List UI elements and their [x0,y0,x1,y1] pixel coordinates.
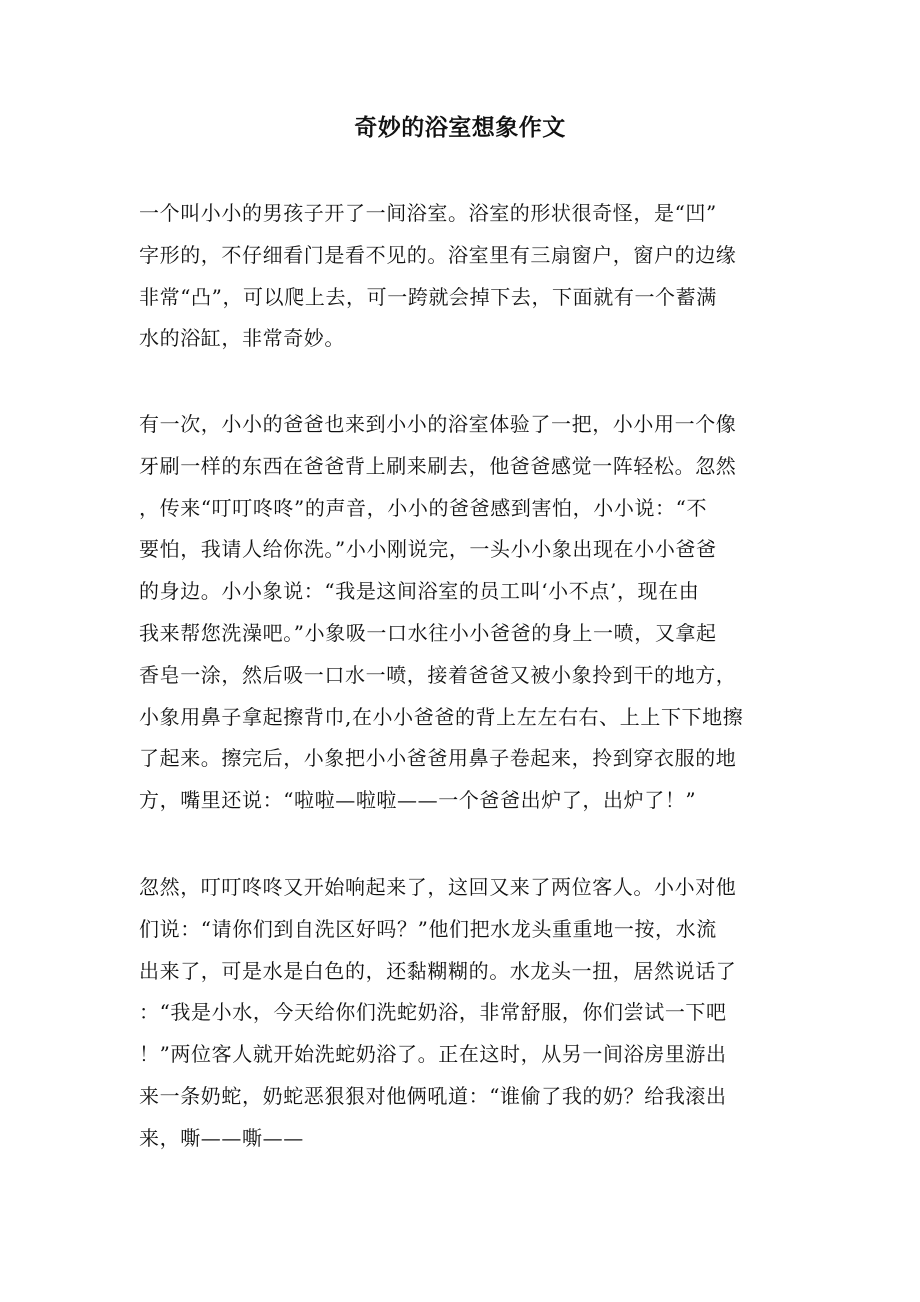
text-line: 水的浴缸，非常奇妙。 [139,326,345,351]
paragraph-3 [139,867,789,1160]
text-line: ！”两位客人就开始洗蛇奶浴了。正在这时，从另一间浴房里游出 [139,1042,727,1067]
text-line: 字形的，不仔细看门是看不见的。浴室里有三扇窗户，窗户的边缘 [139,242,737,267]
text-line: 们说：“请你们到自洗区好吗？”他们把水龙头重重地一按，水流 [139,916,717,941]
text-line: 的身边。小小象说：“我是这间浴室的员工叫‘小不点’，现在由 [139,579,700,604]
document-title: 奇妙的浴室想象作文 [354,114,566,141]
text-line: ：“我是小水，今天给你们洗蛇奶浴，非常舒服，你们尝试一下吧 [139,1000,727,1025]
text-line: ，传来“叮叮咚咚”的声音，小小的爸爸感到害怕，小小说：“不 [139,495,708,520]
text-line: 我来帮您洗澡吧。”小象吸一口水往小小爸爸的身上一喷，又拿起 [139,620,717,645]
text-line: 牙刷一样的东西在爸爸背上刷来刷去，他爸爸感觉一阵轻松。忽然 [139,453,737,478]
text-line: 香皂一涂，然后吸一口水一喷，接着爸爸又被小象拎到干的地方， [139,662,737,687]
text-line: 小象用鼻子拿起擦背巾,在小小爸爸的背上左左右右、上上下下地擦 [139,704,744,729]
text-line: 出来了，可是水是白色的，还黏糊糊的。水龙头一扭，居然说话了 [139,958,737,983]
text-line: 忽然，叮叮咚咚又开始响起来了，这回又来了两位客人。小小对他 [139,875,737,899]
text-line: 了起来。擦完后，小象把小小爸爸用鼻子卷起来，拎到穿衣服的地 [139,746,737,771]
text-line: 有一次，小小的爸爸也来到小小的浴室体验了一把，小小用一个像 [139,412,737,436]
text-line: 来，嘶——嘶—— [139,1125,304,1150]
text-line: 一个叫小小的男孩子开了一间浴室。浴室的形状很奇怪，是“凹” [139,201,717,225]
paragraph-2 [139,404,789,822]
paragraph-1 [139,193,789,360]
text-line: 来一条奶蛇，奶蛇恶狠狠对他俩吼道：“谁偷了我的奶？给我滚出 [139,1083,727,1108]
text-line: 方，嘴里还说：“啦啦—啦啦——一个爸爸出炉了，出炉了！” [139,788,697,813]
text-line: 非常“凸”，可以爬上去，可一跨就会掉下去，下面就有一个蓄满 [139,284,717,309]
text-line: 要怕，我请人给你洗。”小小刚说完，一头小小象出现在小小爸爸 [139,537,717,562]
